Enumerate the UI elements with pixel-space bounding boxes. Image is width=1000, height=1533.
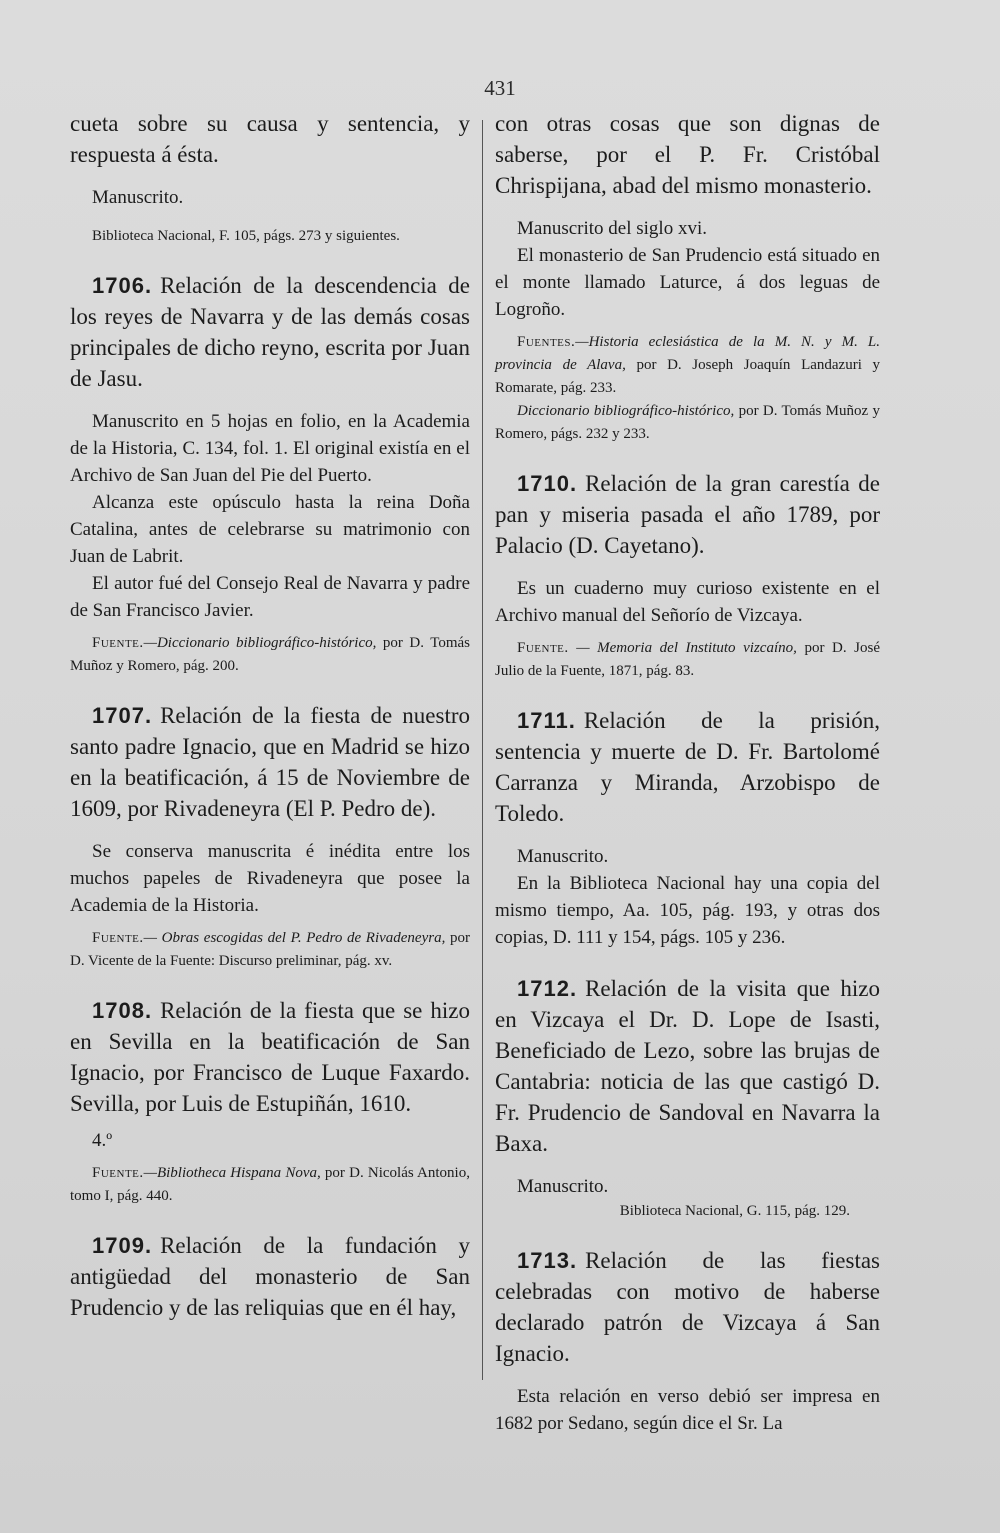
source-label: Fuente. <box>92 930 144 946</box>
entry-title: Relación de la prisión, sentencia y muerte de D. Fr. Bartolomé Carranza y Miranda, Arzobispo de Toledo. <box>495 708 880 826</box>
entry-1710-source <box>495 637 880 683</box>
right-column <box>495 108 880 1437</box>
entry-1710 <box>495 468 880 561</box>
entry-1711-note-1: Manuscrito. <box>517 846 609 867</box>
entry-1712 <box>495 973 880 1159</box>
entry-number: 1711. <box>517 708 576 733</box>
entry-number: 1708. <box>92 998 153 1023</box>
source-title: —Bibliotheca Hispana Nova, <box>143 1165 321 1181</box>
entry-1707-source <box>70 927 470 973</box>
entry-1708-format: 4.º <box>92 1130 113 1151</box>
entry-1709 <box>70 1230 470 1323</box>
entry-title: Relación de la gran carestía de pan y miseria pasada el año 1789, por Palacio (D. Cayetano). <box>495 471 880 558</box>
entry-1706 <box>70 270 470 394</box>
entry-1709-source-2 <box>495 400 880 446</box>
entry-1706-note-1: Manuscrito en 5 hojas en folio, en la Academia de la Historia, C. 134, fol. 1. El original existía en el Archivo de San Juan del Pie del Puerto. <box>70 411 470 486</box>
entry-number: 1709. <box>92 1233 153 1258</box>
entry-title: Relación de la visita que hizo en Vizcaya el Dr. D. Lope de Isasti, Beneficiado de Lezo, sobre las brujas de Cantabria: noticia de las que castigó D. Fr. Prudencio de Sandoval en Navarra la Baxa. <box>495 976 880 1156</box>
entry-1709-continuation: con otras cosas que son dignas de saberse, por el P. Fr. Cristóbal Chrispijana, abad del mismo monasterio. <box>495 111 880 198</box>
entry-1706-source <box>70 632 470 678</box>
source-label: Fuentes. <box>517 334 576 350</box>
entry-1706-note-2: Alcanza este opúsculo hasta la reina Doña Catalina, antes de celebrarse su matrimonio con Juan de Labrit. <box>70 492 470 567</box>
entry-title: Relación de la fundación y antigüedad del monasterio de San Prudencio y de las reliquias que en él hay, <box>70 1233 470 1320</box>
source-title: —Historia eclesiástica de la M. N. y M. L. provincia de Alava, <box>495 334 880 373</box>
entry-title: Relación de las fiestas celebradas con motivo de haberse declarado patrón de Vizcaya á San Ignacio. <box>495 1248 880 1366</box>
entry-1710-note: Es un cuaderno muy curioso existente en el Archivo manual del Señorío de Vizcaya. <box>495 578 880 626</box>
source-detail: por D. Vicente de la Fuente: Discurso preliminar, pág. xv. <box>70 930 470 969</box>
entry-title: Relación de la descendencia de los reyes de Navarra y de las demás cosas principales de dicho reyno, escrita por Juan de Jasu. <box>70 273 470 391</box>
page-number: 431 <box>484 76 516 100</box>
entry-1712-note: Manuscrito. <box>517 1176 609 1197</box>
entry-number: 1707. <box>92 703 153 728</box>
left-column <box>70 108 470 1323</box>
source-title: —Diccionario bibliográfico-histórico, <box>143 635 377 651</box>
source-label: Fuente. <box>92 635 144 651</box>
entry-1711 <box>495 705 880 829</box>
entry-1713-note: Esta relación en verso debió ser impresa en 1682 por Sedano, según dice el Sr. La <box>495 1386 880 1434</box>
entry-1706-note-3: El autor fué del Consejo Real de Navarra y padre de San Francisco Javier. <box>70 573 470 621</box>
entry-number: 1712. <box>517 976 578 1001</box>
entry-1709-source <box>495 331 880 400</box>
entry-1705-manuscript-note: Manuscrito. <box>92 187 184 208</box>
source-detail: por D. Nicolás Antonio, tomo I, pág. 440. <box>70 1165 470 1204</box>
entry-1713 <box>495 1245 880 1369</box>
entry-title: Relación de la fiesta que se hizo en Sevilla en la beatificación de San Ignacio, por Francisco de Luque Faxardo. Sevilla, por Luis de Estupiñán, 1610. <box>70 998 470 1116</box>
entry-1705-location: Biblioteca Nacional, F. 105, págs. 273 y siguientes. <box>92 228 400 244</box>
entry-1708-source <box>70 1162 470 1208</box>
entry-number: 1710. <box>517 471 578 496</box>
entry-1709-note-1: Manuscrito del siglo xvi. <box>517 218 707 239</box>
source-label: Fuente. <box>517 640 569 656</box>
entry-1711-note-2: En la Biblioteca Nacional hay una copia del mismo tiempo, Aa. 105, pág. 193, y otras dos copias, D. 111 y 154, págs. 105 y 236. <box>495 873 880 948</box>
entry-1705-continuation: cueta sobre su causa y sentencia, y respuesta á ésta. <box>70 111 470 167</box>
entry-1707 <box>70 700 470 824</box>
entry-number: 1713. <box>517 1248 578 1273</box>
source-detail: por D. José Julio de la Fuente, 1871, pág. 83. <box>495 640 880 679</box>
entry-number: 1706. <box>92 273 153 298</box>
source-label: Fuente. <box>92 1165 144 1181</box>
source-detail: por D. Tomás Muñoz y Romero, pág. 200. <box>70 635 470 674</box>
entry-1709-note-2: El monasterio de San Prudencio está situado en el monte llamado Laturce, á dos leguas de Logroño. <box>495 245 880 320</box>
source-detail: por D. Joseph Joaquín Landazuri y Romarate, pág. 233. <box>495 357 880 396</box>
entry-title: Relación de la fiesta de nuestro santo padre Ignacio, que en Madrid se hizo en la beatificación, á 15 de Noviembre de 1609, por Rivadeneyra (El P. Pedro de). <box>70 703 470 821</box>
entry-1708 <box>70 995 470 1119</box>
entry-1707-note: Se conserva manuscrita é inédita entre los muchos papeles de Rivadeneyra que posee la Academia de la Historia. <box>70 841 470 916</box>
source-detail: por D. Tomás Muñoz y Romero, págs. 232 y 233. <box>495 403 880 442</box>
source-title: Diccionario bibliográfico-histórico, <box>517 403 735 419</box>
entry-1712-location: Biblioteca Nacional, G. 115, pág. 129. <box>619 1203 850 1219</box>
column-divider <box>482 120 483 1380</box>
source-title: — Memoria del Instituto vizcaíno, <box>568 640 797 656</box>
source-title: — Obras escogidas del P. Pedro de Rivadeneyra, <box>143 930 446 946</box>
